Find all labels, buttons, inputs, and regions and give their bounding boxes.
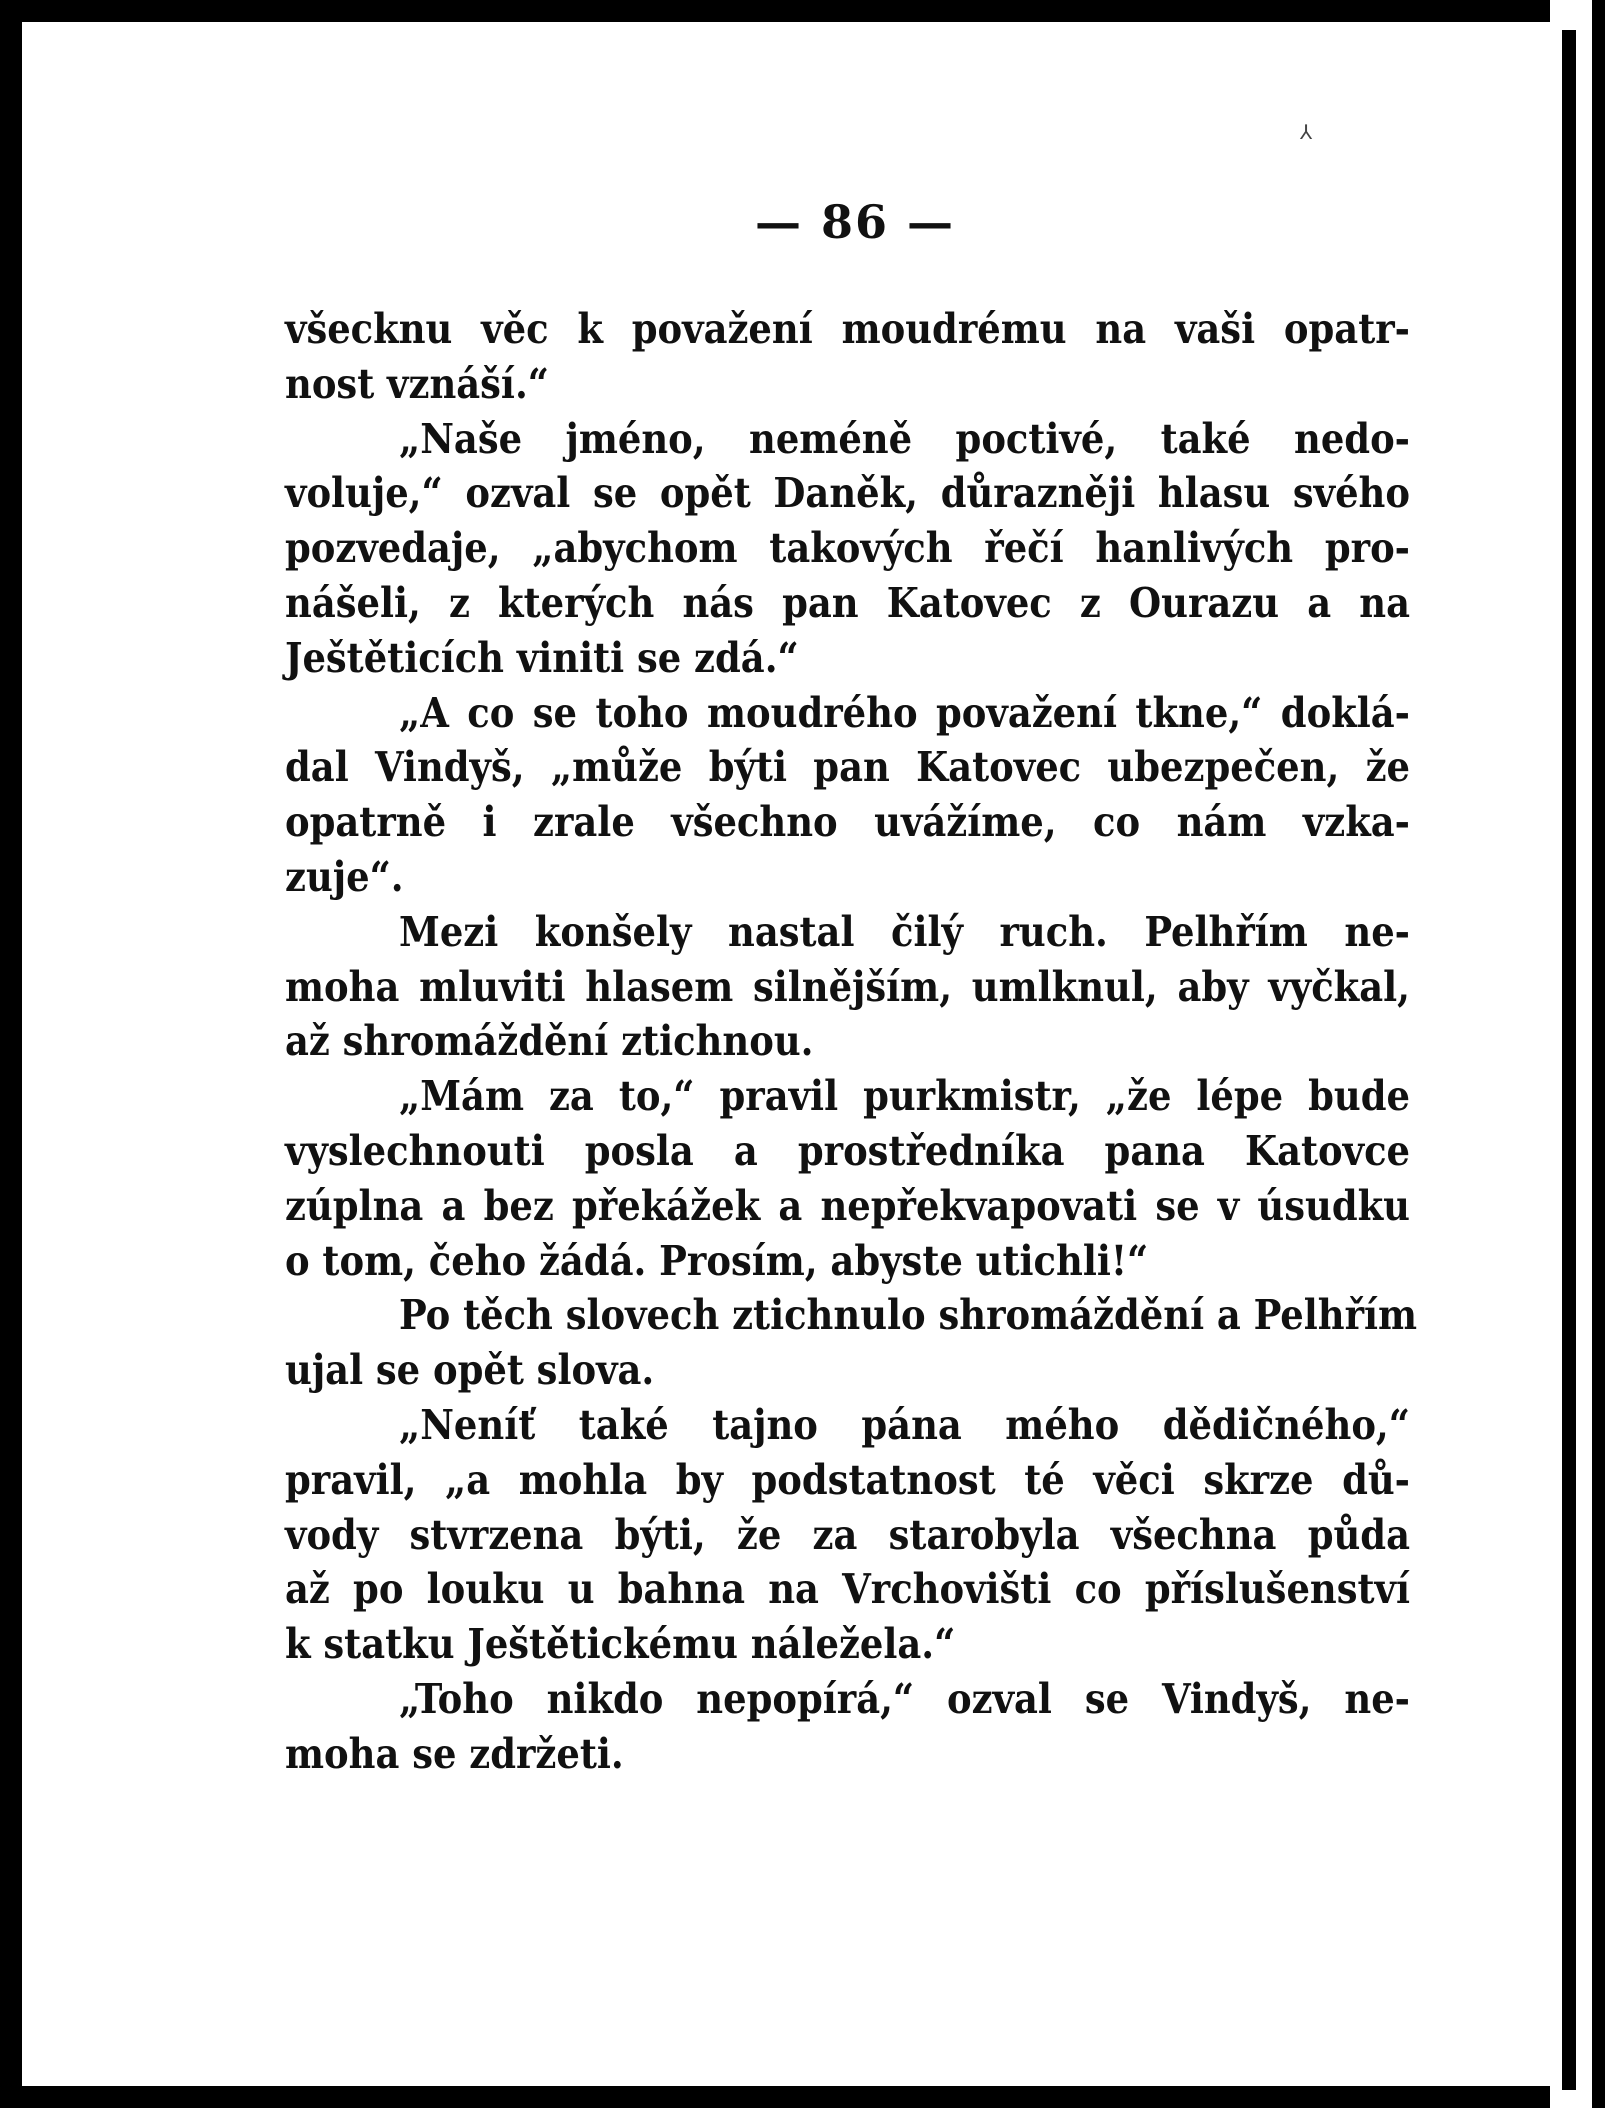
text-line: pravil, „a mohla by podstatnost té věci skrze dů- <box>285 1455 1410 1504</box>
text-line: zúplna a bez překážek a nepřekvapovati se v úsudku <box>285 1181 1410 1230</box>
text-line: ujal se opět slova. <box>285 1346 655 1395</box>
text-line: moha mluviti hlasem silnějším, umlknul, aby vyčkal, <box>285 962 1410 1011</box>
text-line: „Toho nikdo nepopírá,“ ozval se Vindyš, ne- <box>399 1674 1410 1723</box>
text-line: „Naše jméno, neméně poctivé, také nedo- <box>399 414 1410 463</box>
text-line: vyslechnouti posla a prostředníka pana Katovce <box>285 1126 1410 1175</box>
text-line: „A co se toho moudrého považení tkne,“ doklá- <box>399 688 1410 737</box>
page-number: — 86 — <box>754 195 956 249</box>
text-line: moha se zdržeti. <box>285 1729 624 1778</box>
text-line: „Neníť také tajno pána mého dědičného,“ <box>399 1400 1410 1449</box>
text-line: až po louku u bahna na Vrchovišti co příslušenství <box>285 1565 1410 1614</box>
corner-mark: ⅄ <box>1300 120 1313 144</box>
text-line: Po těch slovech ztichnulo shromáždění a Pelhřím <box>399 1291 1418 1340</box>
text-line: Mezi konšely nastal čilý ruch. Pelhřím ne- <box>399 907 1410 956</box>
text-line: nášeli, z kterých nás pan Katovec z Ourazu a na <box>285 578 1410 627</box>
text-line: pozvedaje, „abychom takových řečí hanlivých pro- <box>285 524 1410 573</box>
text-line: až shromáždění ztichnou. <box>285 1017 814 1066</box>
text-line: o tom, čeho žádá. Prosím, abyste utichli!“ <box>285 1236 1149 1285</box>
spine-edge-line <box>1562 30 1576 2090</box>
text-line: zuje“. <box>285 852 404 901</box>
text-line: nost vznáší.“ <box>285 359 549 408</box>
text-line: dal Vindyš, „může býti pan Katovec ubezpečen, že <box>285 743 1410 792</box>
text-line: Ještěticích viniti se zdá.“ <box>285 633 799 682</box>
text-line: vody stvrzena býti, že za starobyla všechna půda <box>285 1510 1410 1559</box>
text-line: k statku Ještětickému náležela.“ <box>285 1620 956 1669</box>
text-line: všecknu věc k považení moudrému na vaši opatr- <box>285 305 1410 353</box>
text-line: voluje,“ ozval se opět Daněk, důrazněji hlasu svého <box>285 469 1410 518</box>
spine-outer-edge <box>1592 0 1605 2108</box>
text-line: „Mám za to,“ pravil purkmistr, „že lépe bude <box>399 1072 1410 1121</box>
body-text <box>285 302 1418 1782</box>
text-line: opatrně i zrale všechno uvážíme, co nám vzka- <box>285 798 1410 847</box>
